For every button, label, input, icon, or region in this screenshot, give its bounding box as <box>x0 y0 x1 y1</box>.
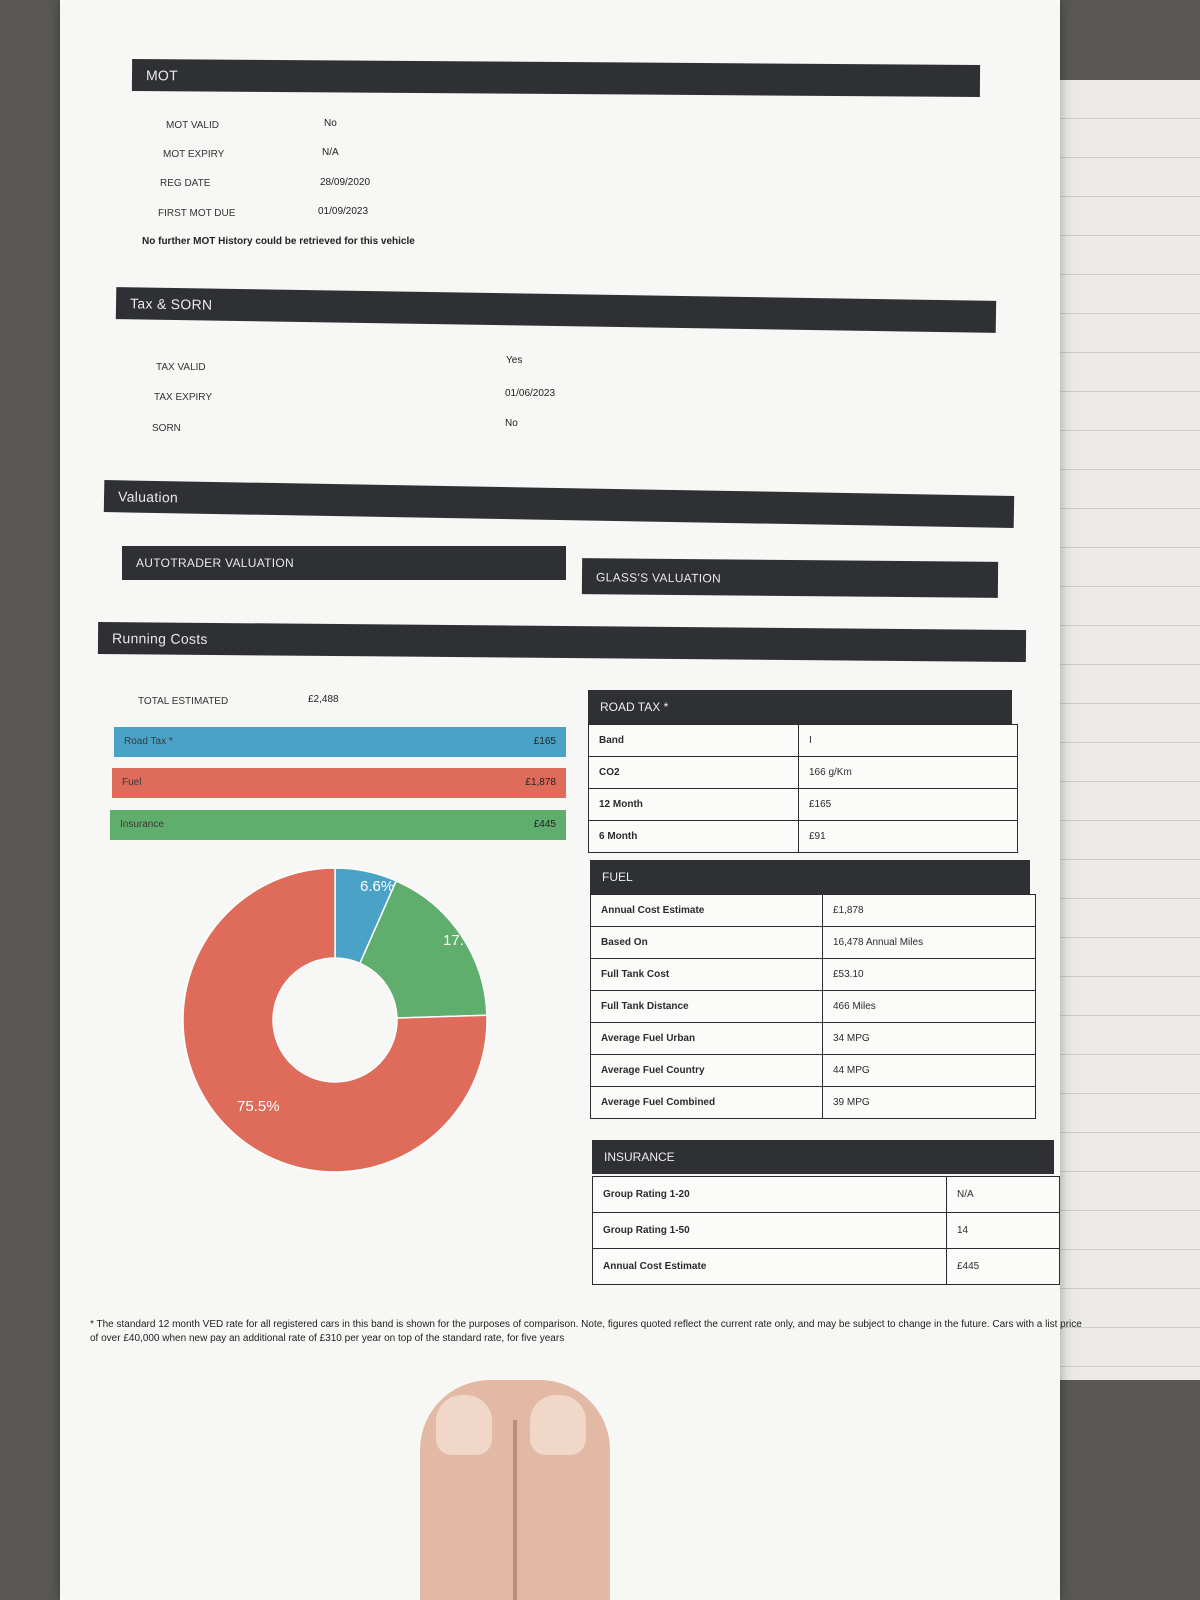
fuel-table-title: FUEL <box>602 870 633 884</box>
insurance-cost-amount: £445 <box>533 819 556 830</box>
road-tax-table <box>588 724 1018 853</box>
table-row <box>591 991 1036 1023</box>
road-tax-co2-value: 166 g/Km <box>799 757 1018 789</box>
table-row <box>593 1213 1060 1249</box>
total-estimated-value: £2,488 <box>308 694 339 705</box>
insurance-group-20-value: N/A <box>947 1177 1060 1213</box>
insurance-percent-label: 17. <box>443 932 464 949</box>
insurance-group-50-value: 14 <box>947 1213 1060 1249</box>
glass-valuation-header <box>582 558 998 598</box>
road-tax-percent-label: 6.6% <box>360 878 395 895</box>
fingernail-right <box>530 1395 586 1455</box>
valuation-title: Valuation <box>117 488 179 506</box>
insurance-cost-row <box>110 810 566 840</box>
road-tax-cost-amount: £165 <box>533 736 556 747</box>
tax-expiry-label: TAX EXPIRY <box>154 392 212 403</box>
fuel-full-tank-distance-key: Full Tank Distance <box>591 991 823 1023</box>
road-tax-cost-row <box>114 727 566 757</box>
fuel-percent-label: 75.5% <box>237 1098 280 1115</box>
first-mot-due-value: 01/09/2023 <box>318 206 369 217</box>
tax-expiry-value: 01/06/2023 <box>505 388 556 399</box>
fuel-based-on-key: Based On <box>591 927 823 959</box>
insurance-group-20-key: Group Rating 1-20 <box>593 1177 947 1213</box>
ved-footnote: * The standard 12 month VED rate for all registered cars in this band is shown for the purposes of comparison. Note, figures quoted reflect the current rate only, and may be subject to change in the future. Cars with a list price of over £40,000 when new pay an additional rate of £310 per year on top of the standard rate, for five years <box>90 1319 1082 1344</box>
road-tax-12-month-key: 12 Month <box>589 789 799 821</box>
mot-valid-value: No <box>324 118 337 129</box>
donut-svg <box>175 860 495 1180</box>
total-estimated-label: TOTAL ESTIMATED <box>138 696 229 707</box>
autotrader-valuation-header <box>122 546 566 580</box>
mot-title: MOT <box>145 67 179 84</box>
insurance-table-header <box>592 1140 1054 1174</box>
road-tax-co2-key: CO2 <box>589 757 799 789</box>
fuel-urban-key: Average Fuel Urban <box>591 1023 823 1055</box>
table-row <box>591 959 1036 991</box>
road-tax-6-month-key: 6 Month <box>589 821 799 853</box>
autotrader-valuation-label: AUTOTRADER VALUATION <box>136 556 295 570</box>
table-row <box>591 1023 1036 1055</box>
insurance-annual-cost-value: £445 <box>947 1249 1060 1285</box>
background-binder <box>1040 80 1200 1380</box>
tax-valid-value: Yes <box>506 355 523 366</box>
fuel-country-key: Average Fuel Country <box>591 1055 823 1087</box>
fuel-combined-key: Average Fuel Combined <box>591 1087 823 1119</box>
fuel-full-tank-cost-key: Full Tank Cost <box>591 959 823 991</box>
fingernail-left <box>436 1395 492 1455</box>
fuel-based-on-value: 16,478 Annual Miles <box>823 927 1036 959</box>
tax-title: Tax & SORN <box>129 295 213 313</box>
fuel-table <box>590 894 1036 1119</box>
fuel-cost-row <box>112 768 566 798</box>
mot-expiry-value: N/A <box>322 147 339 158</box>
sorn-label: SORN <box>152 423 181 434</box>
fuel-table-header <box>590 860 1030 894</box>
insurance-cost-label: Insurance <box>120 819 164 830</box>
table-row <box>589 757 1018 789</box>
mot-section-header <box>132 59 980 97</box>
fuel-urban-value: 34 MPG <box>823 1023 1036 1055</box>
road-tax-band-value: I <box>799 725 1018 757</box>
road-tax-cost-label: Road Tax * <box>124 736 173 747</box>
reg-date-value: 28/09/2020 <box>320 177 371 188</box>
fuel-combined-value: 39 MPG <box>823 1087 1036 1119</box>
road-tax-band-key: Band <box>589 725 799 757</box>
table-row <box>593 1177 1060 1213</box>
table-row <box>591 1087 1036 1119</box>
table-row <box>589 725 1018 757</box>
insurance-annual-cost-key: Annual Cost Estimate <box>593 1249 947 1285</box>
table-row <box>589 789 1018 821</box>
glass-valuation-label: GLASS'S VALUATION <box>595 570 722 586</box>
road-tax-table-header <box>588 690 1012 724</box>
fuel-cost-amount: £1,878 <box>525 777 556 788</box>
table-row <box>591 895 1036 927</box>
insurance-group-50-key: Group Rating 1-50 <box>593 1213 947 1249</box>
table-row <box>593 1249 1060 1285</box>
table-row <box>589 821 1018 853</box>
finger-gap <box>513 1420 517 1600</box>
fuel-full-tank-cost-value: £53.10 <box>823 959 1036 991</box>
road-tax-12-month-value: £165 <box>799 789 1018 821</box>
road-tax-6-month-value: £91 <box>799 821 1018 853</box>
sorn-value: No <box>505 418 518 429</box>
mot-expiry-label: MOT EXPIRY <box>163 149 225 160</box>
tax-valid-label: TAX VALID <box>156 362 206 373</box>
running-costs-donut-chart <box>175 860 495 1180</box>
insurance-table <box>592 1176 1060 1285</box>
fuel-annual-cost-key: Annual Cost Estimate <box>591 895 823 927</box>
mot-history-note: No further MOT History could be retrieved for this vehicle <box>142 236 415 247</box>
fuel-annual-cost-value: £1,878 <box>823 895 1036 927</box>
mot-valid-label: MOT VALID <box>166 120 219 131</box>
fuel-country-value: 44 MPG <box>823 1055 1036 1087</box>
table-row <box>591 927 1036 959</box>
first-mot-due-label: FIRST MOT DUE <box>158 208 236 219</box>
fuel-cost-label: Fuel <box>122 777 142 788</box>
reg-date-label: REG DATE <box>160 178 211 189</box>
table-row <box>591 1055 1036 1087</box>
fuel-full-tank-distance-value: 466 Miles <box>823 991 1036 1023</box>
road-tax-table-title: ROAD TAX * <box>600 700 669 714</box>
running-costs-title: Running Costs <box>111 630 208 647</box>
insurance-table-title: INSURANCE <box>604 1150 675 1164</box>
